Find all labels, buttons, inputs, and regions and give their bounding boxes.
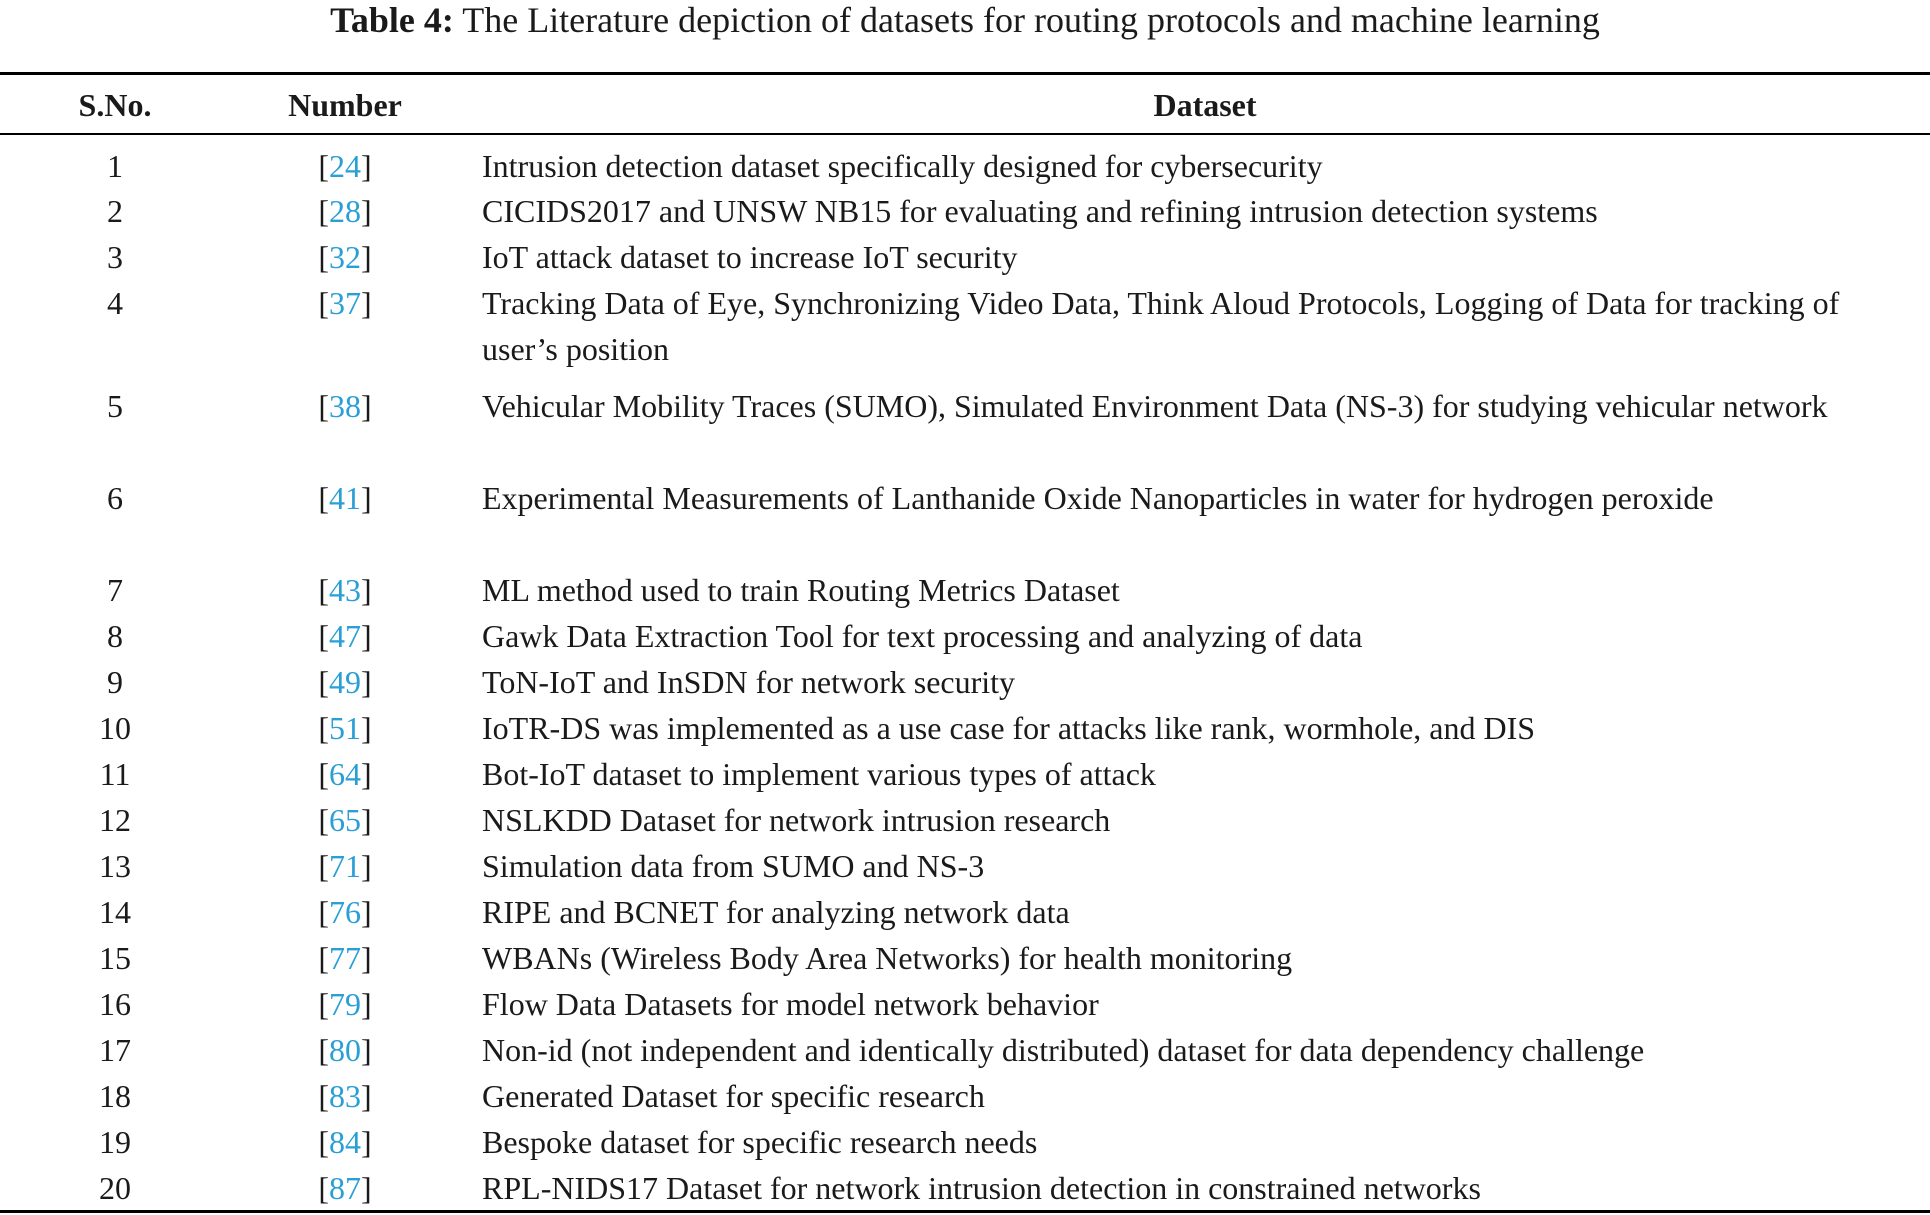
citation-link[interactable]: 84 <box>329 1124 361 1160</box>
cell-sno: 8 <box>107 618 123 654</box>
citation-link[interactable]: 49 <box>329 664 361 700</box>
cell-number <box>295 1027 395 1073</box>
bracket-open: [ <box>318 1078 329 1114</box>
cell-dataset: ML method used to train Routing Metrics Dataset <box>482 572 1120 608</box>
cell-sno: 6 <box>107 480 123 516</box>
citation-link[interactable]: 41 <box>329 480 361 516</box>
cell-number <box>295 143 395 189</box>
cell-dataset: RPL-NIDS17 Dataset for network intrusion detection in constrained networks <box>482 1170 1481 1206</box>
citation-link[interactable]: 43 <box>329 572 361 608</box>
citation-link[interactable]: 51 <box>329 710 361 746</box>
citation-link[interactable]: 76 <box>329 894 361 930</box>
cell-number <box>295 843 395 889</box>
cell-number <box>295 705 395 751</box>
cell-number <box>295 280 395 326</box>
bracket-open: [ <box>318 940 329 976</box>
cell-number <box>295 797 395 843</box>
cell-sno: 14 <box>99 894 131 930</box>
cell-number <box>295 889 395 935</box>
cell-number <box>295 567 395 613</box>
cell-dataset: WBANs (Wireless Body Area Networks) for health monitoring <box>482 940 1293 976</box>
bracket-open: [ <box>318 618 329 654</box>
bracket-close: ] <box>361 618 372 654</box>
bracket-close: ] <box>361 664 372 700</box>
citation-link[interactable]: 87 <box>329 1170 361 1206</box>
cell-number <box>295 234 395 280</box>
header-sno: S.No. <box>78 87 152 123</box>
cell-dataset: ToN-IoT and InSDN for network security <box>482 664 1016 700</box>
table-caption-text: The Literature depiction of datasets for routing protocols and machine learning <box>462 0 1600 40</box>
bracket-close: ] <box>361 1124 372 1160</box>
cell-sno: 1 <box>107 148 123 184</box>
bracket-close: ] <box>361 388 372 424</box>
bracket-close: ] <box>361 239 372 275</box>
bracket-close: ] <box>361 285 372 321</box>
cell-sno: 18 <box>99 1078 131 1114</box>
bracket-open: [ <box>318 1170 329 1206</box>
citation-link[interactable]: 65 <box>329 802 361 838</box>
cell-dataset: Bot-IoT dataset to implement various types of attack <box>482 756 1156 792</box>
cell-sno: 5 <box>107 388 123 424</box>
bracket-close: ] <box>361 480 372 516</box>
cell-sno: 4 <box>107 285 123 321</box>
cell-number <box>295 383 395 429</box>
bracket-close: ] <box>361 940 372 976</box>
cell-dataset: Tracking Data of Eye, Synchronizing Video Data, Think Aloud Protocols, Logging of Data for tracking of user’s position <box>482 285 1840 367</box>
bracket-close: ] <box>361 148 372 184</box>
cell-number <box>295 475 395 521</box>
bracket-close: ] <box>361 894 372 930</box>
cell-dataset: Gawk Data Extraction Tool for text processing and analyzing of data <box>482 618 1363 654</box>
citation-link[interactable]: 80 <box>329 1032 361 1068</box>
header-rule <box>0 133 1930 135</box>
cell-sno: 13 <box>99 848 131 884</box>
bracket-open: [ <box>318 756 329 792</box>
citation-link[interactable]: 24 <box>329 148 361 184</box>
cell-sno: 10 <box>99 710 131 746</box>
bracket-open: [ <box>318 480 329 516</box>
bracket-close: ] <box>361 986 372 1022</box>
cell-sno: 7 <box>107 572 123 608</box>
cell-sno: 11 <box>99 756 131 792</box>
cell-number <box>295 1073 395 1119</box>
cell-dataset: Bespoke dataset for specific research needs <box>482 1124 1038 1160</box>
cell-number <box>295 188 395 234</box>
cell-dataset: Experimental Measurements of Lanthanide Oxide Nanoparticles in water for hydrogen peroxide <box>482 480 1714 516</box>
cell-sno: 2 <box>107 193 123 229</box>
bracket-open: [ <box>318 848 329 884</box>
bracket-close: ] <box>361 572 372 608</box>
cell-dataset: Generated Dataset for specific research <box>482 1078 985 1114</box>
bracket-open: [ <box>318 285 329 321</box>
cell-dataset: Non-id (not independent and identically distributed) dataset for data dependency challenge <box>482 1032 1645 1068</box>
cell-sno: 19 <box>99 1124 131 1160</box>
bracket-open: [ <box>318 148 329 184</box>
cell-sno: 20 <box>99 1170 131 1206</box>
cell-dataset: IoT attack dataset to increase IoT security <box>482 239 1018 275</box>
cell-number <box>295 935 395 981</box>
bracket-close: ] <box>361 756 372 792</box>
bracket-open: [ <box>318 572 329 608</box>
cell-dataset: IoTR-DS was implemented as a use case for attacks like rank, wormhole, and DIS <box>482 710 1536 746</box>
cell-sno: 3 <box>107 239 123 275</box>
bracket-open: [ <box>318 986 329 1022</box>
citation-link[interactable]: 47 <box>329 618 361 654</box>
cell-sno: 16 <box>99 986 131 1022</box>
table-caption <box>0 0 1930 40</box>
cell-sno: 17 <box>99 1032 131 1068</box>
bracket-close: ] <box>361 710 372 746</box>
cell-dataset: Intrusion detection dataset specifically designed for cybersecurity <box>482 148 1323 184</box>
cell-number <box>295 613 395 659</box>
citation-link[interactable]: 28 <box>329 193 361 229</box>
bracket-open: [ <box>318 1124 329 1160</box>
cell-number <box>295 1119 395 1165</box>
bracket-open: [ <box>318 193 329 229</box>
cell-sno: 9 <box>107 664 123 700</box>
bracket-close: ] <box>361 1032 372 1068</box>
citation-link[interactable]: 79 <box>329 986 361 1022</box>
cell-dataset: Simulation data from SUMO and NS-3 <box>482 848 985 884</box>
cell-number <box>295 751 395 797</box>
citation-link[interactable]: 38 <box>329 388 361 424</box>
citation-link[interactable]: 37 <box>329 285 361 321</box>
header-dataset: Dataset <box>1153 87 1257 123</box>
bracket-open: [ <box>318 802 329 838</box>
cell-sno: 12 <box>99 802 131 838</box>
bracket-close: ] <box>361 1078 372 1114</box>
bracket-open: [ <box>318 1032 329 1068</box>
cell-sno: 15 <box>99 940 131 976</box>
bracket-open: [ <box>318 894 329 930</box>
bracket-close: ] <box>361 802 372 838</box>
cell-dataset: CICIDS2017 and UNSW NB15 for evaluating and refining intrusion detection systems <box>482 193 1598 229</box>
top-rule <box>0 72 1930 75</box>
cell-number <box>295 1165 395 1211</box>
cell-dataset: RIPE and BCNET for analyzing network data <box>482 894 1070 930</box>
cell-number <box>295 981 395 1027</box>
cell-dataset: Flow Data Datasets for model network behavior <box>482 986 1099 1022</box>
bracket-close: ] <box>361 848 372 884</box>
bracket-close: ] <box>361 193 372 229</box>
bracket-open: [ <box>318 710 329 746</box>
bottom-rule <box>0 1210 1930 1213</box>
citation-link[interactable]: 83 <box>329 1078 361 1114</box>
citation-link[interactable]: 77 <box>329 940 361 976</box>
bracket-open: [ <box>318 239 329 275</box>
citation-link[interactable]: 32 <box>329 239 361 275</box>
header-number: Number <box>288 87 402 123</box>
cell-number <box>295 659 395 705</box>
citation-link[interactable]: 71 <box>329 848 361 884</box>
table-caption-label: Table 4: <box>330 0 454 40</box>
bracket-open: [ <box>318 664 329 700</box>
cell-dataset: Vehicular Mobility Traces (SUMO), Simulated Environment Data (NS-3) for studying vehicular network <box>482 388 1828 424</box>
bracket-open: [ <box>318 388 329 424</box>
cell-dataset: NSLKDD Dataset for network intrusion research <box>482 802 1111 838</box>
citation-link[interactable]: 64 <box>329 756 361 792</box>
bracket-close: ] <box>361 1170 372 1206</box>
